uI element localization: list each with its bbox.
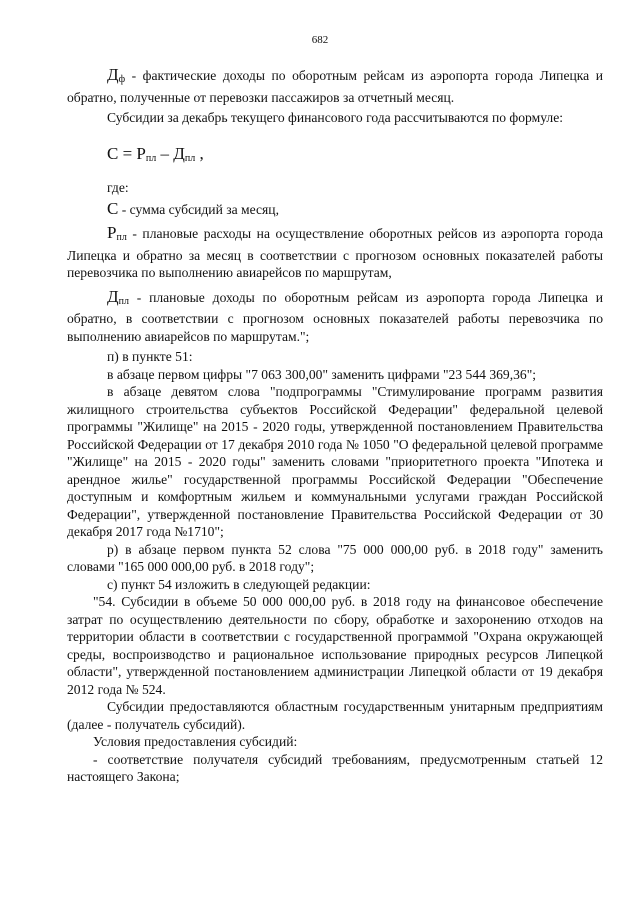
definition-r-text: - плановые расходы на осуществление оборотных рейсов из аэропорта города Липецка и обратно за месяц в соответствии с прогнозом основных показателей работы перевозчика по выполнению авиарейсов по маршрутам, — [67, 226, 603, 280]
formula — [107, 145, 603, 168]
symbol-r: Р — [107, 223, 117, 242]
paragraph-december-formula: Субсидии за декабрь текущего финансового года рассчитываются по формуле: — [107, 110, 563, 125]
symbol-d: Д — [107, 65, 119, 84]
subscript-pl-d: пл — [118, 295, 129, 307]
item-p-51: п) в пункте 51: — [107, 349, 193, 364]
definition-d-fact-text: - фактические доходы по оборотным рейсам из аэропорта города Липецка и обратно, полученные от перевозки пассажиров за отчетный месяц. — [67, 68, 603, 105]
document-body — [67, 66, 603, 786]
definition-d-plan — [67, 288, 603, 346]
item-51-first-paragraph: в абзаце первом цифры "7 063 300,00" заменить цифрами "23 544 369,36"; — [107, 366, 537, 382]
paragraph-subsidies-recipients: Субсидии предоставляются областным государственным унитарным предприятиям (далее - получатель субсидий). — [67, 699, 603, 732]
definition-c-text: - сумма субсидий за месяц, — [118, 201, 279, 217]
formula-sub-2: пл — [184, 152, 196, 164]
formula-tail: , — [195, 143, 204, 163]
formula-sub-1: пл — [145, 152, 157, 164]
subscript-pl-r: пл — [116, 232, 127, 243]
subscript-f: ф — [118, 74, 126, 85]
paragraph-compliance: - соответствие получателя субсидий требованиям, предусмотренным статьей 12 настоящего Закона; — [67, 751, 603, 784]
item-s: с) пункт 54 изложить в следующей редакции: — [107, 576, 371, 592]
formula-lhs: С = Р — [107, 143, 146, 163]
item-54-text: "54. Субсидии в объеме 50 000 000,00 руб. в 2018 году на финансовое обеспечение затрат по осуществлению деятельности по сбору, обработке и захоронению отходов на территории области в соответствии с государственной программой "Охрана окружающей среды, воспроизводство и рациональное использование природных ресурсов Липецкой области", утвержденной постановлением администрации Липецкой области от 19 декабря 2012 года № 524. — [67, 594, 603, 697]
definition-c — [67, 200, 603, 219]
symbol-d-plan: Д — [107, 286, 119, 306]
formula-mid: – Д — [156, 143, 185, 163]
item-51-ninth-paragraph: в абзаце девятом слова "подпрограммы "Стимулирование программ развития жилищного строительства субъектов Российской Федерации" федеральной целевой программы "Жилище" на 2015 - 2020 годы, утвержденной постановлением Правительства Российской Федерации от 17 декабря 2010 года № 1050 "О федеральной целевой программе "Жилище" на 2015 - 2020 годы" заменить словами "приоритетного проекта "Ипотека и арендное жилье" государственной программы Российской Федерации "Обеспечение доступным и комфортным жильем и коммунальными услугами граждан Российской Федерации", утвержденной постановление Правительства Российской Федерации от 30 декабря 2017 года №1710"; — [67, 384, 603, 539]
definition-r — [67, 224, 603, 282]
item-r: р) в абзаце первом пункта 52 слова "75 000 000,00 руб. в 2018 году" заменить словами "165 000 000,00 руб. в 2018 году"; — [67, 541, 603, 574]
definition-d-fact — [67, 66, 603, 106]
paragraph-conditions: Условия предоставления субсидий: — [93, 734, 298, 749]
symbol-c: С — [107, 198, 119, 218]
where-label: где: — [107, 180, 129, 195]
page-number: 682 — [311, 34, 329, 46]
definition-d-plan-text: - плановые доходы по оборотным рейсам из аэропорта города Липецка и обратно, в соответствии с прогнозом основных показателей работы перевозчика по выполнению авиарейсов по маршрутам."; — [67, 289, 603, 344]
